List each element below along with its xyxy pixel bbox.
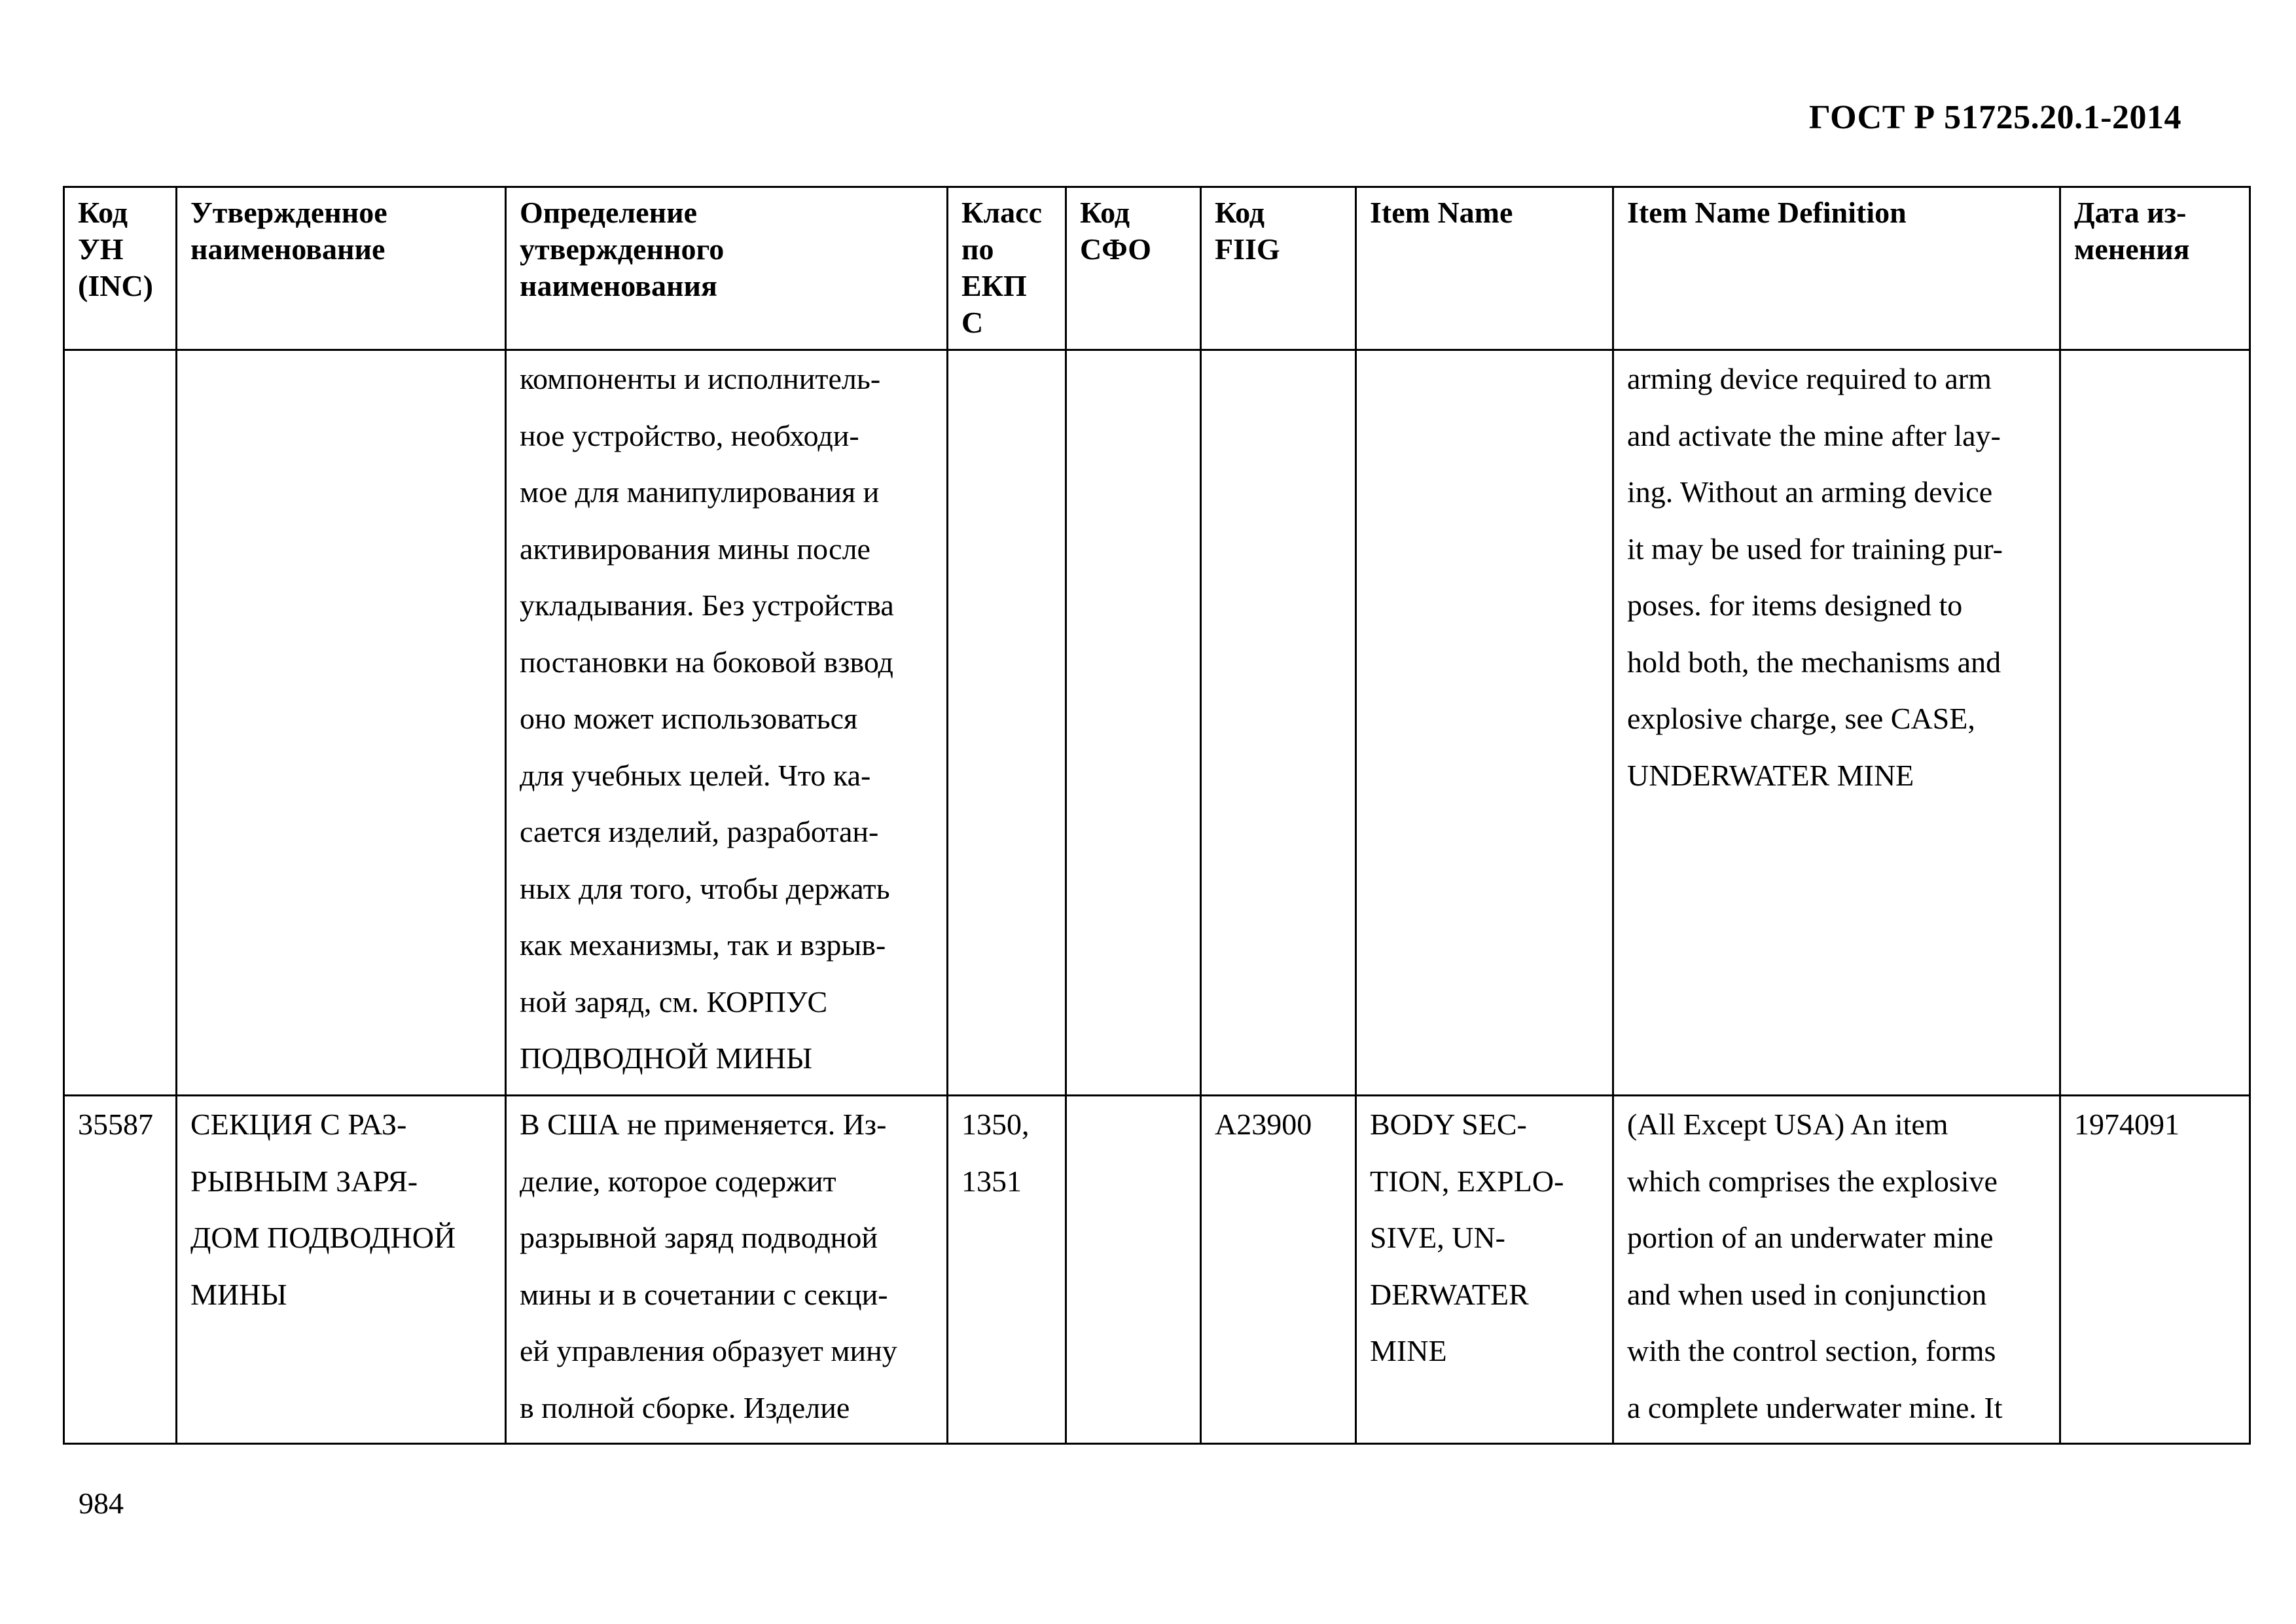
cell-line: portion of an underwater mine [1627, 1221, 1994, 1254]
cell-sfo [1066, 1096, 1201, 1444]
header-line: Код [78, 196, 128, 229]
cell-line: ДОМ ПОДВОДНОЙ [190, 1221, 456, 1254]
cell-item-name [1356, 1096, 1613, 1444]
header-inc [64, 187, 177, 350]
header-line: утвержденного [520, 232, 725, 266]
cell-line: TION, EXPLO- [1370, 1164, 1564, 1198]
cell-date [2060, 350, 2250, 1096]
header-line: (INC) [78, 269, 153, 302]
header-line: Определение [520, 196, 698, 229]
cell-date [2060, 1096, 2250, 1444]
header-class [948, 187, 1066, 350]
cell-line: активирования мины после [520, 532, 870, 566]
header-line: Item Name Definition [1627, 196, 1907, 229]
cell-line: сается изделий, разработан- [520, 815, 879, 848]
cell-line: poses. for items designed to [1627, 588, 1963, 622]
cell-line: explosive charge, see CASE, [1627, 702, 1975, 735]
cell-line: ное устройство, необходи- [520, 418, 859, 452]
table-header-row [64, 187, 2250, 350]
header-line: по [961, 232, 994, 266]
header-line: СФО [1080, 232, 1152, 266]
cell-line: which comprises the explosive [1627, 1164, 1998, 1198]
cell-item-definition [1613, 350, 2060, 1096]
cell-definition [506, 1096, 948, 1444]
cell-line: РЫВНЫМ ЗАРЯ- [190, 1164, 418, 1198]
cell-line: компоненты и исполнитель- [520, 362, 881, 395]
header-line: Дата из- [2074, 196, 2187, 229]
cell-line: hold both, the mechanisms and [1627, 645, 2001, 679]
cell-line: укладывания. Без устройства [520, 588, 894, 622]
cell-line: A23900 [1215, 1108, 1312, 1141]
header-line: УН [78, 232, 124, 266]
cell-line: MINE [1370, 1334, 1447, 1367]
cell-fiig [1201, 350, 1356, 1096]
cell-sfo [1066, 350, 1201, 1096]
header-line: Item Name [1370, 196, 1513, 229]
cell-line: arming device required to arm [1627, 362, 1992, 395]
cell-line: it may be used for training pur- [1627, 532, 2003, 566]
cell-line: ной заряд, см. КОРПУС [520, 984, 828, 1019]
header-line: С [961, 306, 984, 339]
cell-line: ПОДВОДНОЙ МИНЫ [520, 1041, 813, 1075]
header-sfo [1066, 187, 1201, 350]
cell-line: ing. Without an arming device [1627, 475, 1993, 509]
cell-line: оно может использоваться [520, 702, 858, 735]
header-line: наименование [190, 232, 386, 266]
header-line: Утвержденное [190, 196, 387, 229]
cell-line: 1351 [961, 1164, 1022, 1198]
cell-line: мое для манипулирования и [520, 475, 880, 509]
cell-line: (All Except USA) An item [1627, 1108, 1948, 1141]
cell-line: разрывной заряд подводной [520, 1221, 878, 1254]
cell-line: and activate the mine after lay- [1627, 418, 2001, 452]
header-approved-name [177, 187, 506, 350]
cell-line: МИНЫ [190, 1277, 287, 1311]
header-line: Код [1215, 196, 1265, 229]
nomenclature-table [63, 186, 2251, 1445]
cell-inc [64, 350, 177, 1096]
cell-line: UNDERWATER MINE [1627, 758, 1914, 792]
cell-line: делие, которое содержит [520, 1164, 836, 1198]
cell-line: ей управления образует мину [520, 1334, 897, 1367]
cell-approved-name [177, 350, 506, 1096]
cell-line: with the control section, forms [1627, 1334, 1996, 1367]
header-fiig [1201, 187, 1356, 350]
cell-line: для учебных целей. Что ка- [520, 758, 871, 792]
cell-line: DERWATER [1370, 1277, 1529, 1311]
header-line: Код [1080, 196, 1130, 229]
cell-item-definition [1613, 1096, 2060, 1444]
document-header: ГОСТ Р 51725.20.1-2014 [1808, 99, 2181, 136]
cell-line: and when used in conjunction [1627, 1277, 1987, 1311]
cell-line: a complete underwater mine. It [1627, 1390, 2003, 1424]
cell-approved-name [177, 1096, 506, 1444]
header-date [2060, 187, 2250, 350]
cell-line: как механизмы, так и взрыв- [520, 928, 886, 962]
page-number: 984 [79, 1487, 124, 1520]
header-item-definition [1613, 187, 2060, 350]
cell-line: ных для того, чтобы держать [520, 871, 890, 905]
cell-line: 35587 [78, 1108, 153, 1141]
header-definition [506, 187, 948, 350]
cell-line: постановки на боковой взвод [520, 645, 893, 679]
header-item-name [1356, 187, 1613, 350]
header-line: Класс [961, 196, 1042, 229]
cell-line: 1350, [961, 1108, 1030, 1141]
table-row [64, 1096, 2250, 1444]
cell-fiig [1201, 1096, 1356, 1444]
cell-line: В США не применяется. Из- [520, 1108, 887, 1141]
header-line: FIIG [1215, 232, 1280, 266]
header-line: ЕКП [961, 269, 1027, 302]
cell-definition [506, 350, 948, 1096]
cell-line: BODY SEC- [1370, 1108, 1527, 1141]
cell-item-name [1356, 350, 1613, 1096]
header-line: менения [2074, 232, 2190, 266]
table-row [64, 350, 2250, 1096]
header-line: наименования [520, 269, 717, 302]
cell-line: SIVE, UN- [1370, 1221, 1505, 1254]
cell-class [948, 350, 1066, 1096]
cell-inc [64, 1096, 177, 1444]
cell-line: мины и в сочетании с секци- [520, 1277, 888, 1311]
cell-class [948, 1096, 1066, 1444]
cell-line: 1974091 [2074, 1108, 2179, 1141]
cell-line: в полной сборке. Изделие [520, 1390, 850, 1424]
cell-line: СЕКЦИЯ С РАЗ- [190, 1108, 407, 1141]
